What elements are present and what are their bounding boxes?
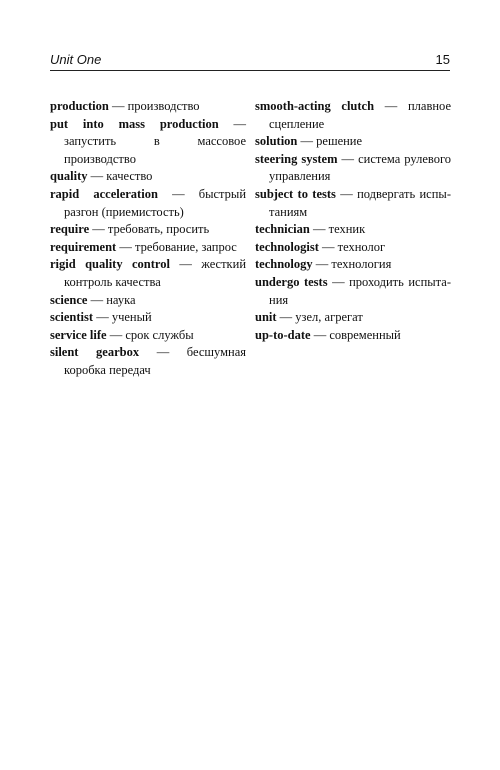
glossary-term: up-to-date: [255, 327, 311, 342]
separator: —: [233, 116, 247, 131]
separator: —: [384, 99, 398, 113]
glossary-entry: [50, 221, 246, 239]
separator: —: [109, 327, 123, 342]
glossary-entry: [255, 151, 451, 186]
separator: —: [92, 222, 105, 237]
glossary-entry: [255, 327, 451, 345]
glossary-entry: [50, 292, 246, 310]
glossary-entry: [50, 186, 246, 221]
glossary-entry: [50, 98, 246, 116]
glossary-definition: жесткий контроль качества: [64, 257, 247, 289]
glossary-definition: качество: [106, 169, 153, 184]
glossary-term: technologist: [255, 239, 319, 254]
glossary-definition: наука: [106, 292, 136, 307]
separator: —: [322, 239, 335, 254]
glossary-entry: [255, 133, 451, 151]
glossary-term: rapid acceleration: [50, 186, 158, 201]
glossary-term: technology: [255, 257, 313, 272]
glossary-definition: требование, запрос: [134, 239, 237, 254]
glossary-definition: производство: [127, 99, 200, 113]
separator: —: [279, 310, 293, 325]
glossary-term: requirement: [50, 239, 117, 254]
glossary-definition: узел, агрегат: [295, 310, 363, 325]
glossary-term: smooth-acting clutch: [255, 99, 375, 113]
separator: —: [315, 257, 329, 272]
glossary-entry: [50, 344, 246, 379]
separator: —: [172, 186, 185, 201]
glossary-term: service life: [50, 327, 107, 342]
glossary-entry: [255, 309, 451, 327]
glossary-definition: срок службы: [125, 327, 194, 342]
glossary-entry: [255, 256, 451, 274]
glossary-entry: [255, 221, 451, 239]
separator: —: [341, 151, 355, 166]
glossary-term: steering system: [255, 151, 338, 166]
glossary-definition: плавное сцепление: [269, 99, 452, 131]
header-rule: [50, 70, 450, 71]
separator: —: [312, 222, 326, 237]
glossary-entry: [50, 309, 246, 327]
separator: —: [156, 345, 170, 360]
separator: —: [340, 186, 353, 201]
glossary-term: undergo tests: [255, 274, 328, 289]
separator: —: [96, 310, 109, 325]
glossary-definition: решение: [316, 134, 363, 149]
glossary-entry: [255, 274, 451, 309]
glossary-definition: бесшумная коробка передач: [64, 345, 247, 377]
glossary-definition: система рулевого управления: [269, 151, 452, 184]
glossary-term: subject to tests: [255, 186, 336, 201]
separator: —: [119, 239, 132, 254]
glossary-entry: [50, 256, 246, 291]
glossary-term: solution: [255, 134, 298, 149]
glossary-term: rigid quality control: [50, 257, 170, 272]
separator: —: [332, 274, 345, 289]
separator: —: [179, 257, 192, 272]
separator: —: [313, 327, 327, 342]
separator: —: [90, 169, 104, 184]
glossary-entry: [255, 239, 451, 257]
glossary-definition: технология: [331, 257, 392, 272]
glossary-definition: быстрый разгон (приемистость): [64, 186, 247, 219]
glossary-term: technician: [255, 222, 310, 237]
glossary-definition: технолог: [337, 239, 386, 254]
glossary-entry: [50, 116, 246, 169]
glossary-term: silent gearbox: [50, 345, 140, 360]
glossary-term: quality: [50, 169, 88, 184]
glossary-entry: [50, 327, 246, 345]
unit-title: Unit One: [50, 52, 102, 67]
running-head: [50, 52, 450, 70]
glossary-entry: [255, 186, 451, 221]
separator: —: [111, 99, 125, 113]
glossary-definition: техник: [328, 222, 366, 237]
page-number: 15: [435, 52, 450, 67]
separator: —: [90, 292, 104, 307]
glossary-term: science: [50, 292, 88, 307]
glossary-column-left: [50, 98, 246, 380]
glossary-definition: современный: [329, 327, 401, 342]
glossary-entry: [50, 168, 246, 186]
glossary-definition: требовать, просить: [107, 222, 210, 237]
glossary-term: require: [50, 222, 90, 237]
glossary-definition: подвергать испытаниям: [269, 186, 451, 219]
glossary-column-right: [255, 98, 451, 344]
glossary-term: unit: [255, 310, 277, 325]
glossary-entry: [50, 239, 246, 257]
glossary-definition: проходить испытания: [269, 274, 452, 307]
glossary-term: scientist: [50, 310, 94, 325]
glossary-term: production: [50, 99, 109, 113]
glossary-definition: запустить в массовое производство: [64, 134, 246, 166]
glossary-definition: ученый: [111, 310, 152, 325]
separator: —: [300, 134, 314, 149]
glossary-entry: [255, 98, 451, 133]
glossary-term: put into mass production: [50, 116, 219, 131]
